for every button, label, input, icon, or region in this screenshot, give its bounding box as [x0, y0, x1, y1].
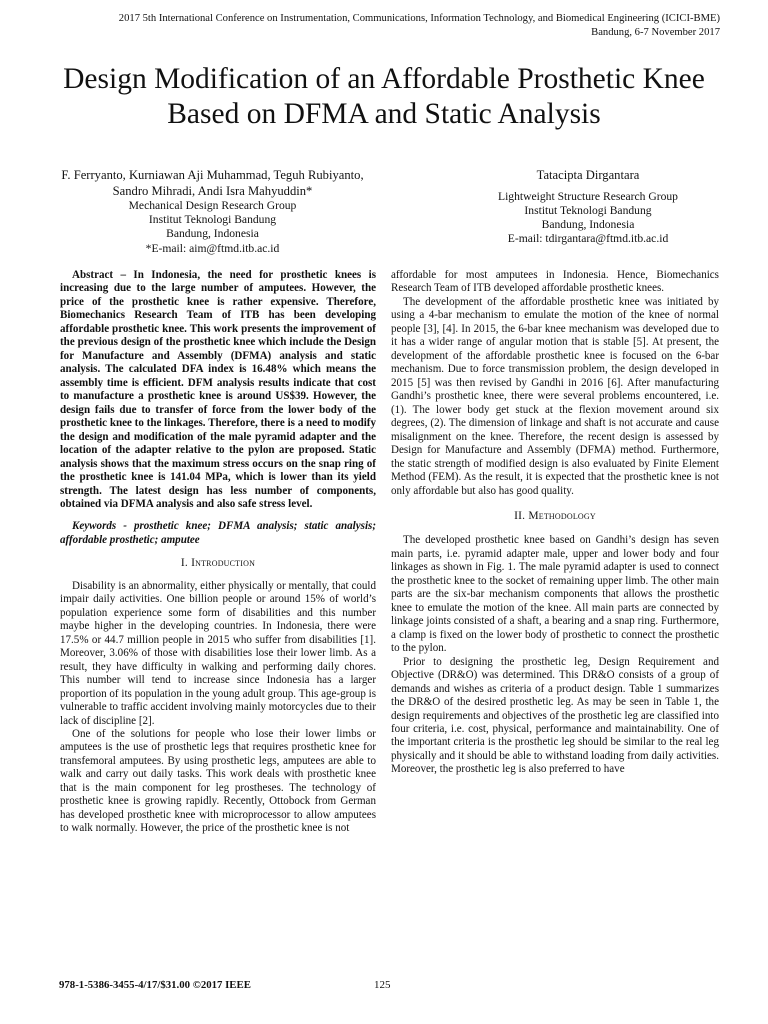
page-number: 125 [374, 979, 391, 991]
author-city: Bandung, Indonesia [541, 217, 635, 231]
abstract: Abstract – In Indonesia, the need for prosthetic knees is increasing due to the large number of amputees. However, the price of the prosthetic knee is rather expensive. Therefore, Biomechanics Research Team of ITB has been developing affordable prosthetic knee. This work presents the improvement of the previous design of the prosthetic knee which include the Design for Manufacture and Assembly (DFMA) analysis and static analysis. The calculated DFA index is 16.48% which means the assembly time is efficient. DFM analysis results indicate that cost to manufacture a prosthetic knee is around US$39. However, the design fails due to transfer of force from the lower body of the prosthetic knee to the linkages. Therefore, there is a need to modify the design and modification of the male pyramid adapter and the location of the adapter relative to the pylon are proposed. Static analysis shows that the maximum stress occurs on the snap ring of the prosthetic knee is 141.04 MPa, which is lower than its yield strength. The latest design has less number of components, obtained via DFMA analysis and also safe stress level. [60, 269, 376, 510]
author-names: F. Ferryanto, Kurniawan Aji Muhammad, Teguh Rubiyanto, Sandro Mihradi, Andi Isra Mahyuddin* [61, 168, 364, 198]
section-heading-introduction: I. Introduction [180, 557, 256, 570]
author-email: *E-mail: aim@ftmd.itb.ac.id [145, 241, 280, 255]
footer-isbn: 978-1-5386-3455-4/17/$31.00 ©2017 IEEE [59, 979, 251, 991]
author-group: Lightweight Structure Research Group [498, 189, 678, 203]
conference-name: 2017 5th International Conference on Instrumentation, Communications, Information Technology, and Biomedical Engineering (ICICI-BME) [118, 13, 720, 24]
author-email: E-mail: tdirgantara@ftmd.itb.ac.id [507, 232, 669, 246]
author-city: Bandung, Indonesia [166, 227, 259, 241]
paragraph: The development of the affordable prosthetic knee was initiated by using a 4-bar mechanism to emulate the motion of the knee of normal people [3], [4]. In 2015, the 6-bar knee mechanism was developed due to it has a wider range of angular motion that is stable [5]. At present, the development of the affordable prosthetic knee is focused on the 6-bar mechanism. Due to force transmission problem, the design developed in 2015 [5] was then revised by Gandhi in 2016 [6]. After manufacturing Gandhi’s prosthetic knee, there were several problems encountered, i.e. (1). The lower body get stuck at the flexion movement around six degrees, (2). The dimension of linkage and shaft is not accurate and cause misalignment on the knee. Therefore, the recent design is assessed by Design for Manufacture and Assembly (DFMA) method. Furthermore, the static strength of modified design is also evaluated by Finite Element Method (FEM). As the result, it is expected that the prosthetic knee is not only affordable but also has good quality. [391, 295, 719, 497]
author-names: Tatacipta Dirgantara [536, 168, 640, 182]
conference-header [30, 12, 720, 39]
paper-title: Design Modification of an Affordable Prosthetic Knee Based on DFMA and Static Analysis [63, 63, 705, 130]
column-right [391, 269, 719, 777]
section-heading-methodology: II. Methodology [514, 509, 596, 522]
author-institute: Institut Teknologi Bandung [148, 213, 277, 227]
paragraph: Prior to designing the prosthetic leg, Design Requirement and Objective (DR&O) was determined. This DR&O consists of a group of demands and wishes as criteria of a product design. Table 1 summarizes the DR&O of the desired prosthetic leg. As may be seen in Table 1, the design requirements and objectives of the prosthetic leg are classified into four criteria, i.e. cost, physical, performance and maintainability. One of the important criteria is the prosthetic leg should be similar to the real leg physically and it should be able to withstand loading from daily activities. Moreover, the prosthetic leg is also preferred to have [391, 655, 719, 776]
author-institute: Institut Teknologi Bandung [524, 203, 652, 217]
keywords: Keywords - prosthetic knee; DFMA analysis; static analysis; affordable prosthetic; amputee [60, 520, 376, 546]
paragraph: One of the solutions for people who lose their lower limbs or amputees is the use of prosthetic legs that requires prosthetic knee for transfemoral amputees. By using prosthetic legs, amputees are able to walk and carry out daily tasks. This work deals with prosthetic knee that is the main component for leg prostheses. The technology of prosthetic knee is growing rapidly. Recently, Ottobock from German has developed prosthetic knee with microprocessor to allow amputees to walk normally. However, the price of the prosthetic knee is not [60, 728, 376, 835]
author-block-left [50, 168, 375, 256]
author-group: Mechanical Design Research Group [128, 199, 297, 212]
author-block-right [428, 168, 748, 246]
paragraph-continued: affordable for most amputees in Indonesia. Hence, Biomechanics Research Team of ITB developed affordable prosthetic knees. [391, 269, 719, 295]
column-left [60, 269, 376, 836]
paragraph: The developed prosthetic knee based on Gandhi’s design has seven main parts, i.e. pyramid adapter male, upper and lower body and four linkages as shown in Fig. 1. The male pyramid adapter is used to connect the prosthetic knee to the socket of remaining upper limb. The other main parts are the six-bar mechanism components that allows the prosthetic knee to emulate the motion of the knee. All main parts are connected by linkage joints consisted of a shaft, a bearing and a snap ring. Furthermore, a clamp is fixed on the lower body of prosthetic to connect the prosthetic to the pylon. [391, 534, 719, 655]
conference-date: Bandung, 6-7 November 2017 [591, 26, 720, 38]
paragraph: Disability is an abnormality, either physically or mentally, that could impair daily activities. One billion people or around 15% of world’s population experience some form of disabilities and this number maybe higher in the developing countries. In Indonesia, there were 17.5% or 44.7 million people in 2015 who suffer from disabilities [1]. Moreover, 3.06% of those with disabilities lose their lower limb. As a result, they have difficulty in walking and performing daily chores. This number will tend to increase since Indonesia has a larger proportion of its population in the young adult group. This age-group is vulnerable to traffic accident involving mainly motorcycles due to their lack of discipline [2]. [60, 579, 376, 727]
